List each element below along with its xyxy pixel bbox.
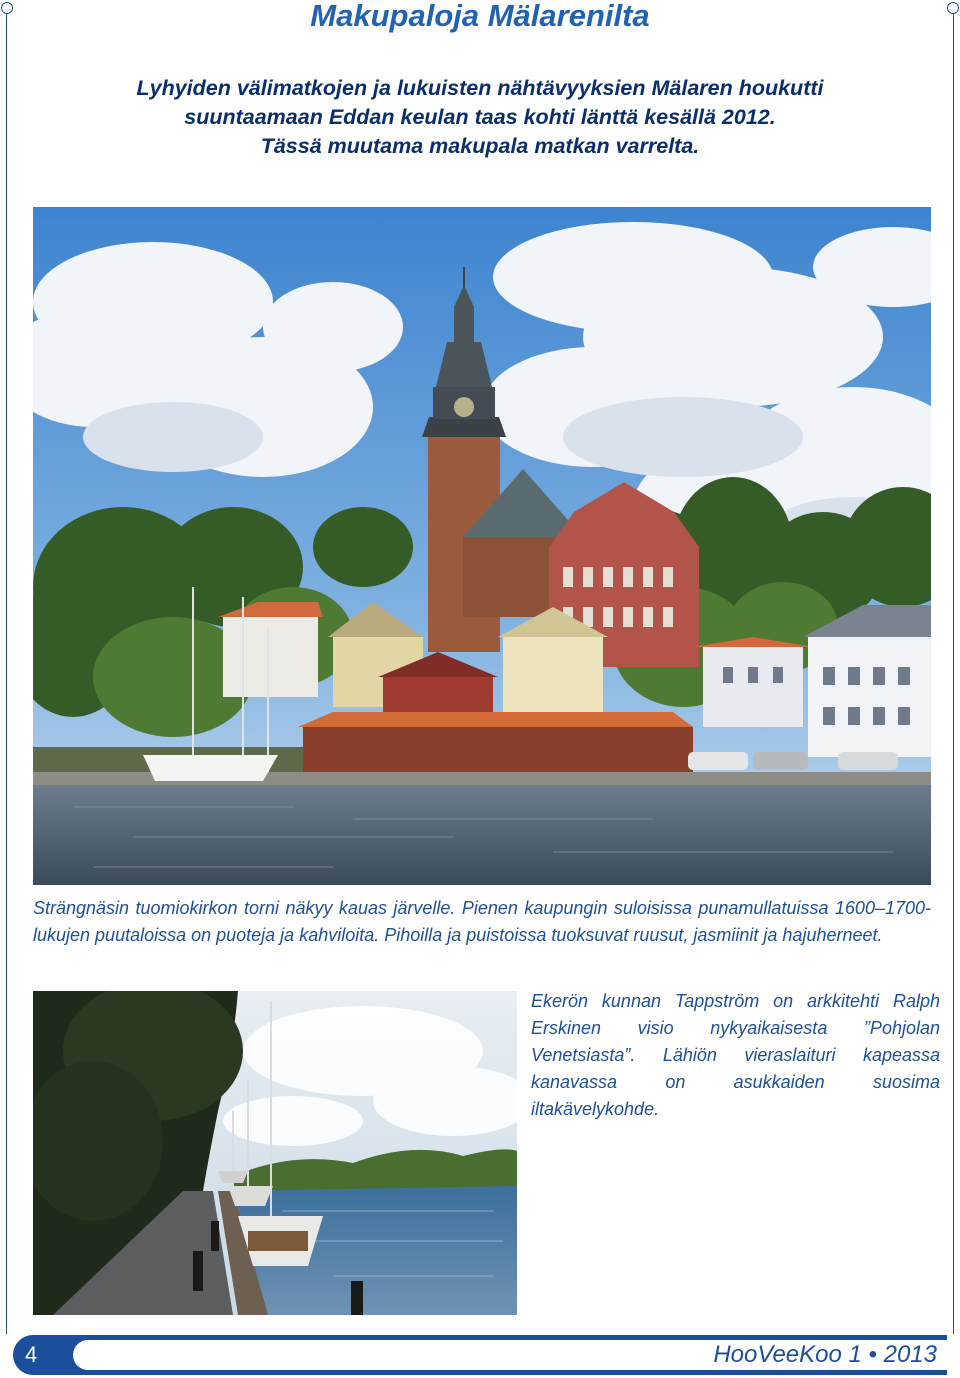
- page-footer: [13, 1335, 947, 1375]
- page-number: 4: [25, 1342, 38, 1367]
- intro-line: Tässä muutama makupala matkan varrelta.: [260, 134, 700, 158]
- canal-marina-photo: [33, 991, 517, 1315]
- side-photo-caption: Ekerön kunnan Tappström on arkkitehti Ralph Erskinen visio nykyaikaisesta ”Pohjolan Venetsiasta”. Lähiön vieraslaituri kapeassa kanavassa on asukkaiden suosima iltakävelykohde.: [531, 991, 940, 1119]
- left-border-rule: [6, 14, 7, 1334]
- cathedral-harbor-photo: [33, 207, 931, 885]
- publication-issue: HooVeeKoo 1 • 2013: [713, 1341, 937, 1368]
- main-photo-caption: Strängnäsin tuomiokirkon torni näkyy kauas järvelle. Pienen kaupungin suloisissa punamullatuissa 1600–1700-lukujen puutaloissa on puoteja ja kahviloita. Pihoilla ja puistoissa tuoksuvat ruusut, jasmiinit ja hajuherneet.: [33, 898, 931, 945]
- page-title: Makupaloja Mälarenilta: [310, 0, 650, 33]
- intro-line: Lyhyiden välimatkojen ja lukuisten nähtävyyksien Mälaren houkutti: [136, 76, 824, 100]
- intro-line: suuntaamaan Eddan keulan taas kohti länttä kesällä 2012.: [184, 105, 776, 129]
- right-border-rule: [953, 14, 954, 1334]
- intro-text: [60, 74, 900, 161]
- footer-band: [73, 1340, 947, 1370]
